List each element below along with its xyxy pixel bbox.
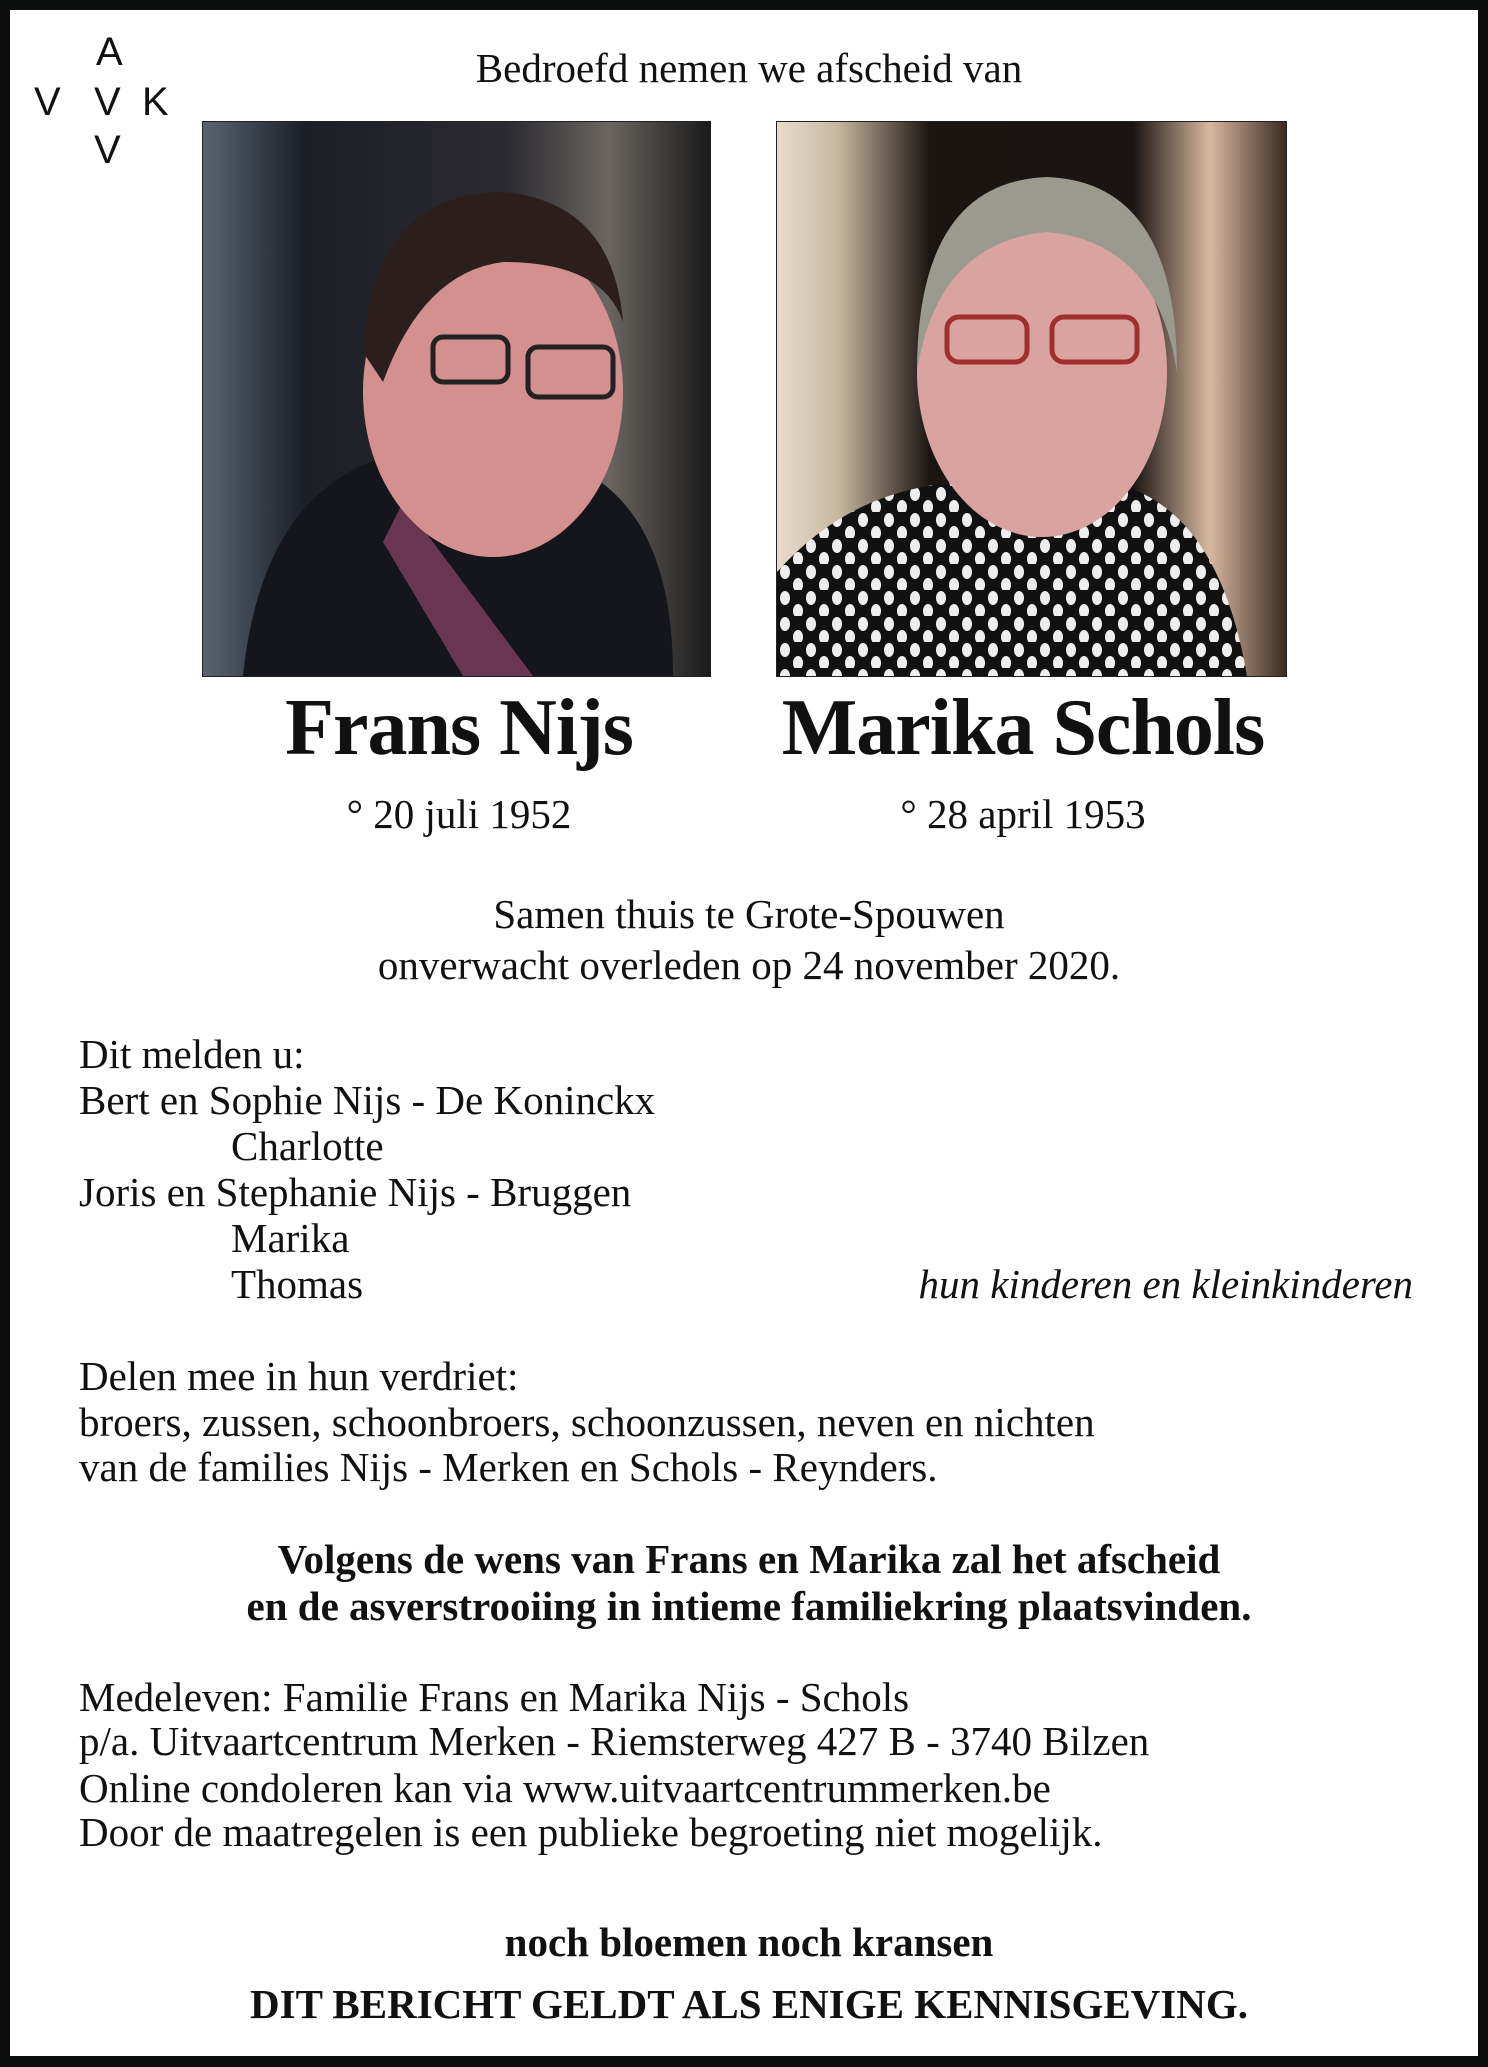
sharing-line: broers, zussen, schoonbroers, schoonzussen, neven en nichten — [79, 1399, 1095, 1445]
announcer-line: Thomas — [231, 1261, 364, 1307]
relation-text: hun kinderen en kleinkinderen — [918, 1261, 1413, 1307]
person-name: Marika Schols — [781, 684, 1265, 772]
announcers-intro: Dit melden u: — [79, 1031, 305, 1077]
announcer-line: Joris en Stephanie Nijs - Bruggen — [79, 1169, 632, 1215]
death-line: onverwacht overleden op 24 november 2020. — [377, 942, 1121, 988]
person-name: Frans Nijs — [285, 684, 633, 772]
announcer-line: Marika — [231, 1215, 350, 1261]
wish-line: en de asverstrooiing in intieme familiekring plaatsvinden. — [246, 1583, 1252, 1629]
logo-letter: K — [142, 80, 169, 124]
death-line: Samen thuis te Grote-Spouwen — [493, 891, 1005, 937]
announcer-line: Bert en Sophie Nijs - De Koninckx — [79, 1077, 656, 1123]
logo-letter: V — [94, 128, 121, 172]
footer-notice: DIT BERICHT GELDT ALS ENIGE KENNISGEVING. — [250, 1981, 1248, 2027]
header-text: Bedroefd nemen we afscheid van — [475, 45, 1023, 91]
condolence-link[interactable]: Online condoleren kan via www.uitvaartcentrummerken.be — [79, 1765, 1051, 1811]
birth-date: ° 20 juli 1952 — [346, 791, 572, 837]
sharing-line: Delen mee in hun verdriet: — [79, 1353, 519, 1399]
announcer-line: Charlotte — [231, 1123, 384, 1169]
contact-line: Door de maatregelen is een publieke begroeting niet mogelijk. — [79, 1809, 1103, 1855]
logo-letter: V — [94, 80, 121, 124]
footer-flowers: noch bloemen noch kransen — [504, 1919, 994, 1965]
birth-date: ° 28 april 1953 — [900, 791, 1146, 837]
sharing-line: van de families Nijs - Merken en Schols - Reynders. — [79, 1444, 938, 1490]
logo-letter: V — [34, 80, 61, 124]
logo-letter: A — [96, 30, 123, 74]
portrait-marika-schols — [776, 121, 1287, 677]
wish-line: Volgens de wens van Frans en Marika zal het afscheid — [277, 1536, 1221, 1582]
contact-line: p/a. Uitvaartcentrum Merken - Riemsterweg 427 B - 3740 Bilzen — [79, 1718, 1150, 1764]
contact-line: Medeleven: Familie Frans en Marika Nijs - Schols — [79, 1674, 910, 1720]
portrait-frans-nijs — [202, 121, 711, 677]
